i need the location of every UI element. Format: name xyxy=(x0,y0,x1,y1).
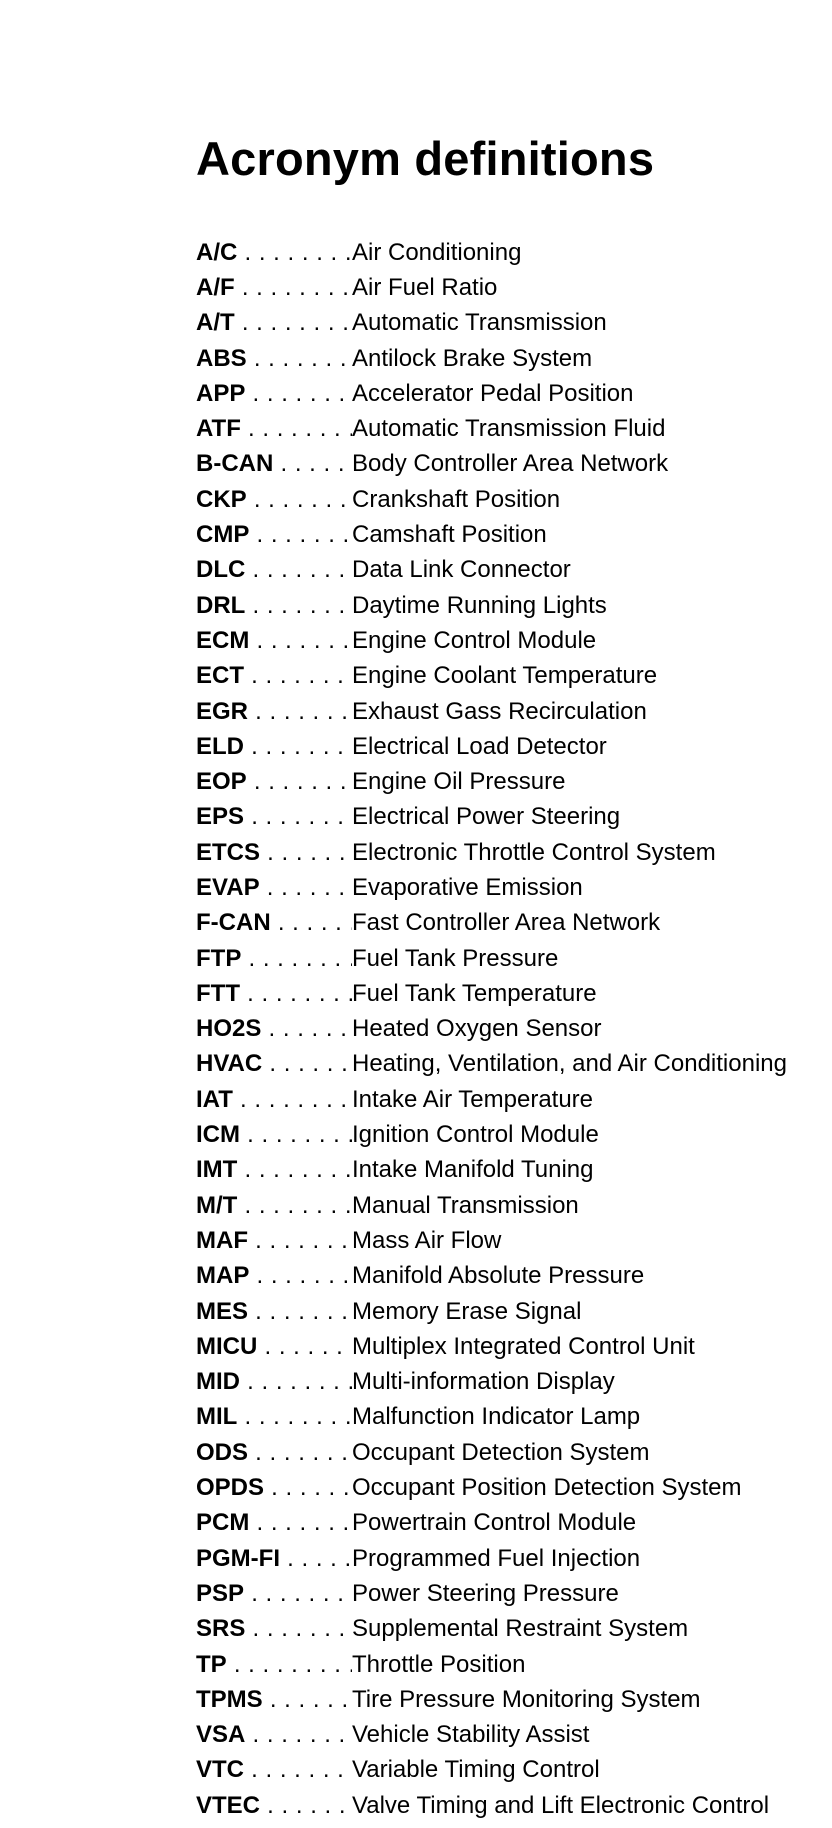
acronym-entry xyxy=(196,1506,787,1541)
acronym-definition: Multiplex Integrated Control Unit xyxy=(352,1332,695,1360)
acronym-entry xyxy=(196,553,787,588)
acronym-abbreviation: ABS . . . xyxy=(196,345,352,373)
acronym-abbreviation: MID . . . xyxy=(196,1368,352,1396)
acronym-entry xyxy=(196,1470,787,1505)
acronym-entry xyxy=(196,1788,787,1823)
acronym-entry xyxy=(196,270,787,305)
acronym-definition: Engine Oil Pressure xyxy=(352,768,566,796)
acronym-definition: Daytime Running Lights xyxy=(352,591,607,619)
acronym-abbreviation: OPDS . . . xyxy=(196,1474,352,1502)
acronym-abbreviation: EVAP . . . xyxy=(196,874,352,902)
acronym-entry xyxy=(196,1047,787,1082)
acronym-entry xyxy=(196,1259,787,1294)
acronym-abbreviation: DLC . . . xyxy=(196,556,352,584)
acronym-abbreviation: HVAC . . . xyxy=(196,1050,352,1078)
acronym-abbreviation: PGM-FI . . . xyxy=(196,1545,352,1573)
acronym-entry xyxy=(196,800,787,835)
acronym-definition: Engine Control Module xyxy=(352,626,597,654)
acronym-abbreviation: FTP . . . xyxy=(196,945,352,973)
acronym-entry xyxy=(196,517,787,552)
acronym-entry xyxy=(196,1612,787,1647)
acronym-definition: Occupant Detection System xyxy=(352,1438,650,1466)
acronym-definition: Antilock Brake System xyxy=(352,344,593,372)
acronym-abbreviation: DRL . . . xyxy=(196,592,352,620)
acronym-definition: Occupant Position Detection System xyxy=(352,1474,742,1502)
acronym-abbreviation: A/C . . . xyxy=(196,239,352,267)
acronym-abbreviation: IMT . . . xyxy=(196,1156,352,1184)
acronym-entry xyxy=(196,941,787,976)
acronym-abbreviation: TPMS . . . xyxy=(196,1686,352,1714)
acronym-definition: Data Link Connector xyxy=(352,556,571,584)
acronym-entry xyxy=(196,1753,787,1788)
acronym-definition: Variable Timing Control xyxy=(352,1756,600,1784)
acronym-abbreviation: EPS . . . xyxy=(196,803,352,831)
acronym-abbreviation: ICM . . . xyxy=(196,1121,352,1149)
acronym-abbreviation: PSP . . . xyxy=(196,1580,352,1608)
acronym-abbreviation: MIL . . . xyxy=(196,1403,352,1431)
acronym-definition: Heating, Ventilation, and Air Conditioning xyxy=(352,1050,787,1078)
acronym-entry xyxy=(196,588,787,623)
acronym-abbreviation: VTC . . . xyxy=(196,1756,352,1784)
acronym-definition: Camshaft Position xyxy=(352,521,547,549)
acronym-entry xyxy=(196,1435,787,1470)
acronym-entry xyxy=(196,306,787,341)
acronym-abbreviation: B-CAN . . . xyxy=(196,450,352,478)
acronym-abbreviation: F-CAN . . . xyxy=(196,909,352,937)
acronym-entry xyxy=(196,659,787,694)
acronym-abbreviation: VTEC . . . xyxy=(196,1792,352,1820)
acronym-abbreviation: CKP . . . xyxy=(196,486,352,514)
acronym-definition: Tire Pressure Monitoring System xyxy=(352,1685,701,1713)
acronym-definition: Programmed Fuel Injection xyxy=(352,1544,641,1572)
acronym-entry xyxy=(196,1682,787,1717)
acronym-abbreviation: TP . . . xyxy=(196,1651,352,1679)
acronym-definition: Evaporative Emission xyxy=(352,873,583,901)
acronym-definition: Intake Manifold Tuning xyxy=(352,1156,594,1184)
acronym-abbreviation: HO2S . . . xyxy=(196,1015,352,1043)
acronym-entry xyxy=(196,1012,787,1047)
acronym-definition: Vehicle Stability Assist xyxy=(352,1721,590,1749)
acronym-entry xyxy=(196,1576,787,1611)
acronym-definition: Air Conditioning xyxy=(352,238,522,266)
acronym-definition: Crankshaft Position xyxy=(352,485,561,513)
acronym-entry xyxy=(196,1153,787,1188)
acronym-definition: Manifold Absolute Pressure xyxy=(352,1262,645,1290)
acronym-definition: Fuel Tank Temperature xyxy=(352,979,597,1007)
acronym-entry xyxy=(196,341,787,376)
page-title: Acronym definitions xyxy=(196,132,655,185)
acronym-definition: Body Controller Area Network xyxy=(352,450,669,478)
acronym-entry xyxy=(196,1223,787,1258)
acronym-definition: Electronic Throttle Control System xyxy=(352,838,716,866)
acronym-entry xyxy=(196,1647,787,1682)
acronym-definition: Manual Transmission xyxy=(352,1191,579,1219)
acronym-definition: Air Fuel Ratio xyxy=(352,273,498,301)
acronym-abbreviation: M/T . . . xyxy=(196,1192,352,1220)
acronym-definition: Intake Air Temperature xyxy=(352,1085,594,1113)
acronym-entry xyxy=(196,1717,787,1752)
acronym-definition: Throttle Position xyxy=(352,1650,526,1678)
acronym-entry xyxy=(196,906,787,941)
acronym-entry xyxy=(196,1082,787,1117)
acronym-abbreviation: MICU . . . xyxy=(196,1333,352,1361)
acronym-definition: Fuel Tank Pressure xyxy=(352,944,559,972)
acronym-abbreviation: A/F . . . xyxy=(196,274,352,302)
acronym-abbreviation: APP . . . xyxy=(196,380,352,408)
acronym-entry xyxy=(196,1117,787,1152)
acronym-definition: Ignition Control Module xyxy=(352,1121,599,1149)
acronym-abbreviation: CMP . . . xyxy=(196,521,352,549)
acronym-abbreviation: MES . . . xyxy=(196,1298,352,1326)
acronym-entry xyxy=(196,447,787,482)
acronym-abbreviation: ELD . . . xyxy=(196,733,352,761)
acronym-abbreviation: ETCS . . . xyxy=(196,839,352,867)
acronym-entry xyxy=(196,1400,787,1435)
acronym-definition: Engine Coolant Temperature xyxy=(352,662,658,690)
acronym-entry xyxy=(196,376,787,411)
acronym-abbreviation: VSA . . . xyxy=(196,1721,352,1749)
acronym-abbreviation: A/T . . . xyxy=(196,309,352,337)
acronym-abbreviation: EOP . . . xyxy=(196,768,352,796)
acronym-entry xyxy=(196,482,787,517)
acronym-definition: Electrical Power Steering xyxy=(352,803,621,831)
acronym-definition: Mass Air Flow xyxy=(352,1226,502,1254)
acronym-definition: Valve Timing and Lift Electronic Control xyxy=(352,1791,770,1819)
acronym-abbreviation: EGR . . . xyxy=(196,698,352,726)
acronym-definition: Powertrain Control Module xyxy=(352,1509,637,1537)
acronym-entry xyxy=(196,623,787,658)
acronym-list xyxy=(196,235,787,1823)
acronym-definition: Electrical Load Detector xyxy=(352,732,607,760)
acronym-entry xyxy=(196,235,787,270)
acronym-entry xyxy=(196,870,787,905)
acronym-definition: Accelerator Pedal Position xyxy=(352,379,634,407)
acronym-abbreviation: ATF . . . xyxy=(196,415,352,443)
acronym-entry xyxy=(196,1294,787,1329)
acronym-entry xyxy=(196,1188,787,1223)
acronym-definition: Malfunction Indicator Lamp xyxy=(352,1403,641,1431)
acronym-entry xyxy=(196,694,787,729)
acronym-definition: Memory Erase Signal xyxy=(352,1297,582,1325)
acronym-entry xyxy=(196,1365,787,1400)
acronym-definition: Automatic Transmission Fluid xyxy=(352,415,666,443)
acronym-definition: Automatic Transmission xyxy=(352,309,607,337)
acronym-abbreviation: PCM . . . xyxy=(196,1509,352,1537)
acronym-definition: Exhaust Gass Recirculation xyxy=(352,697,647,725)
acronym-definition: Supplemental Restraint System xyxy=(352,1615,689,1643)
acronym-entry xyxy=(196,411,787,446)
acronym-abbreviation: MAP . . . xyxy=(196,1262,352,1290)
acronym-abbreviation: FTT . . . xyxy=(196,980,352,1008)
acronym-abbreviation: ODS . . . xyxy=(196,1439,352,1467)
acronym-definition: Multi-information Display xyxy=(352,1368,615,1396)
acronym-abbreviation: SRS . . . xyxy=(196,1615,352,1643)
acronym-entry xyxy=(196,764,787,799)
acronym-entry xyxy=(196,1329,787,1364)
acronym-definition: Heated Oxygen Sensor xyxy=(352,1015,602,1043)
acronym-abbreviation: MAF . . . xyxy=(196,1227,352,1255)
acronym-abbreviation: ECM . . . xyxy=(196,627,352,655)
acronym-abbreviation: ECT . . . xyxy=(196,662,352,690)
acronym-entry xyxy=(196,976,787,1011)
acronym-entry xyxy=(196,835,787,870)
acronym-definition: Power Steering Pressure xyxy=(352,1579,619,1607)
acronym-definition: Fast Controller Area Network xyxy=(352,909,661,937)
acronym-entry xyxy=(196,729,787,764)
acronym-entry xyxy=(196,1541,787,1576)
acronym-abbreviation: IAT . . . xyxy=(196,1086,352,1114)
